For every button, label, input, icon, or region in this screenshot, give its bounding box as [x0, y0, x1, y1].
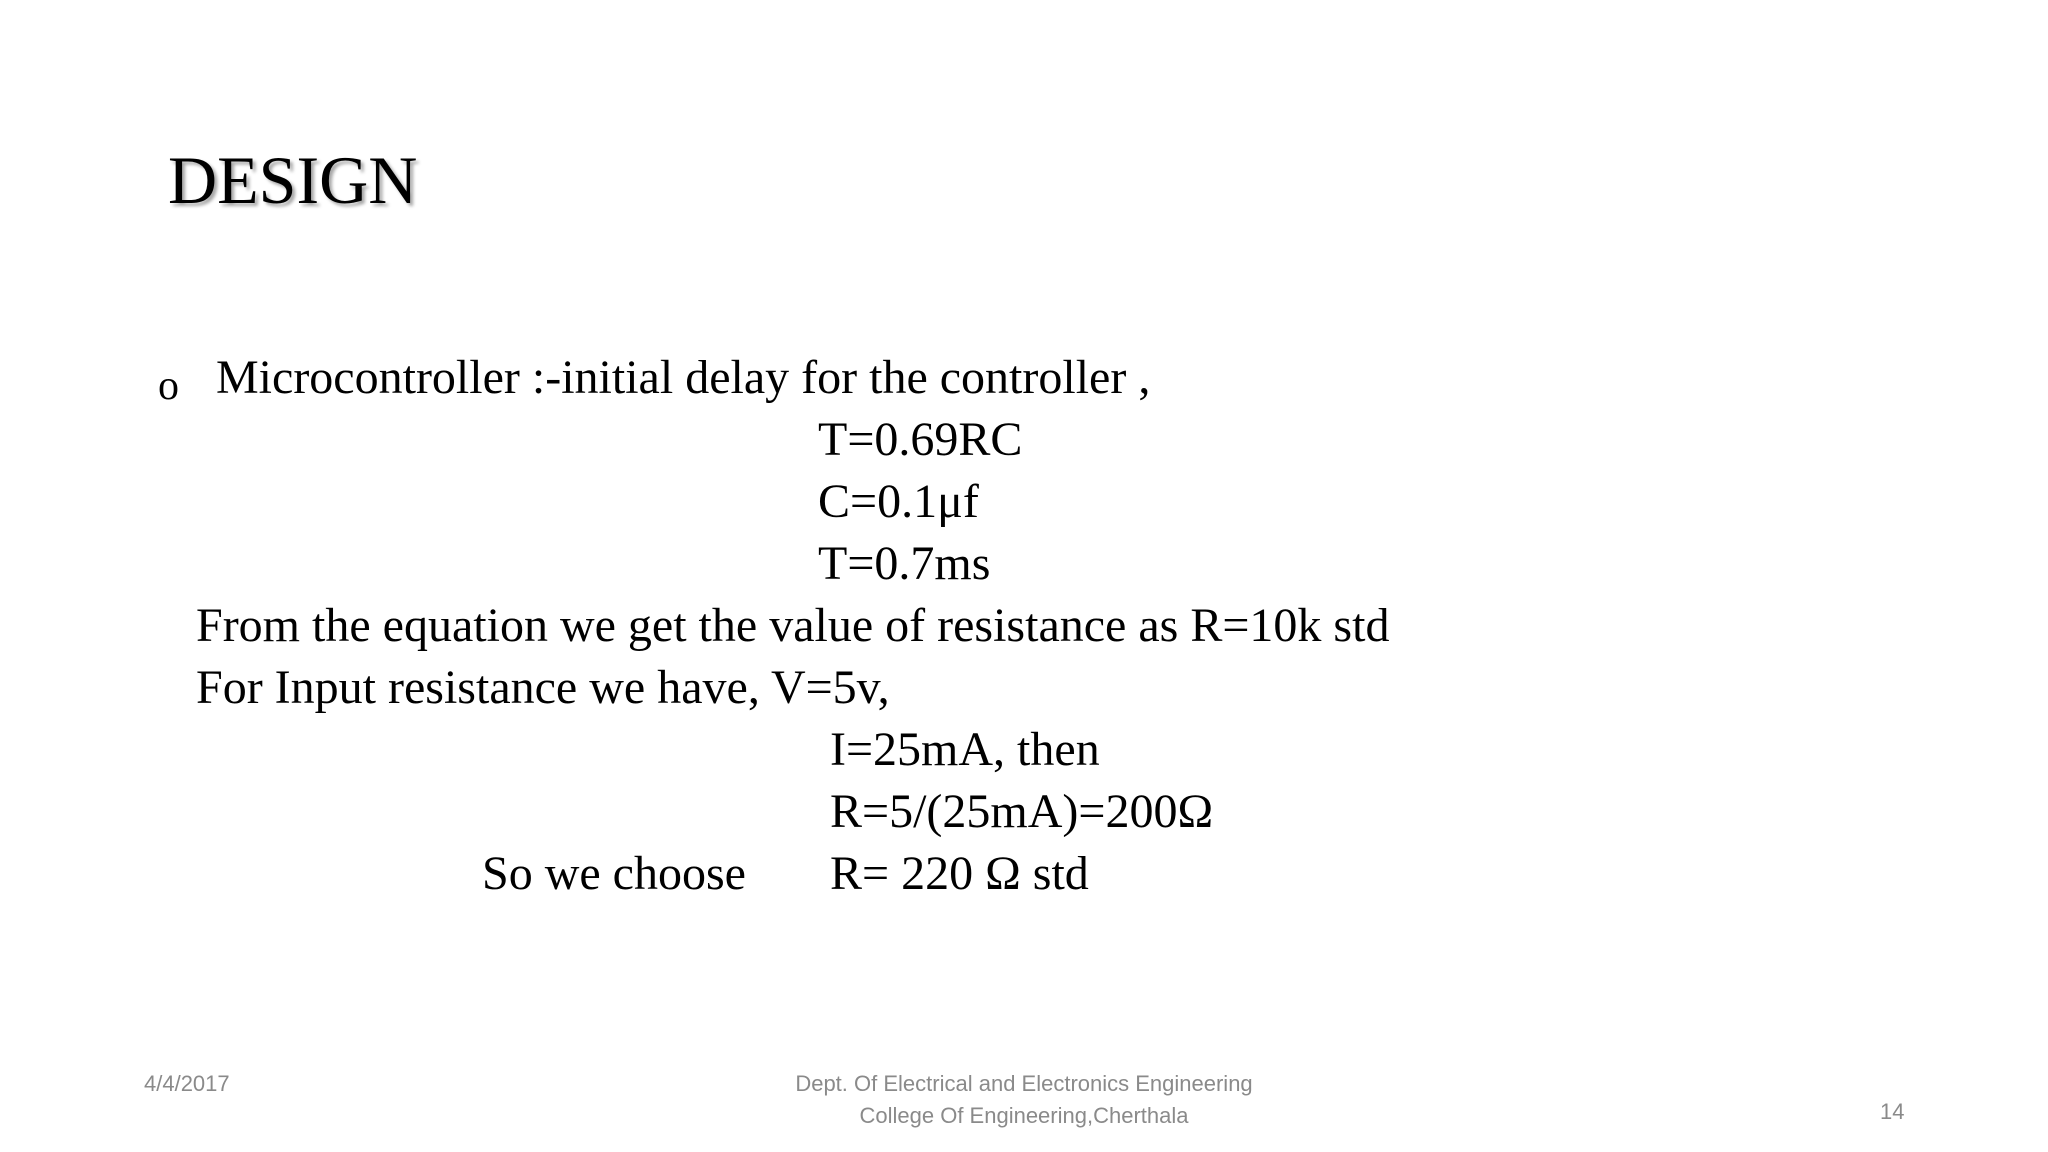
equation-time-value: T=0.7ms [818, 537, 991, 590]
footer-dept-line1: Dept. Of Electrical and Electronics Engineering [795, 1071, 1253, 1096]
equation-current: I=25mA, then [830, 723, 1100, 776]
choose-label: So we choose [482, 847, 746, 900]
choose-value: R= 220 Ω std [830, 847, 1089, 900]
equation-capacitance: C=0.1μf [818, 475, 979, 528]
footer-date: 4/4/2017 [144, 1071, 230, 1096]
resistance-result-line: From the equation we get the value of resistance as R=10k std [196, 599, 1390, 652]
footer-page-number: 14 [1880, 1099, 1905, 1124]
bullet-marker: o [158, 363, 179, 409]
footer-dept-line2: College Of Engineering,Cherthala [859, 1103, 1189, 1128]
slide-title: DESIGN [168, 142, 418, 218]
equation-time-constant: T=0.69RC [818, 413, 1023, 466]
equation-resistance-calc: R=5/(25mA)=200Ω [830, 785, 1214, 838]
intro-line: Microcontroller :-initial delay for the controller , [216, 351, 1151, 404]
input-resistance-line: For Input resistance we have, V=5v, [196, 661, 890, 714]
